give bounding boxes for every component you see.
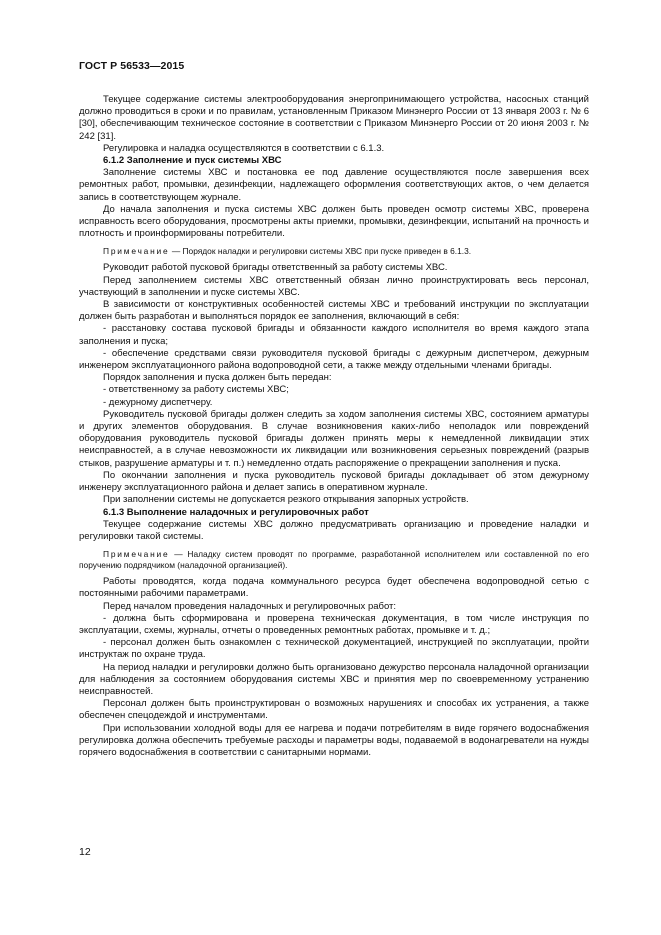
list-item: - расстановку состава пусковой бригады и обязанности каждого исполнителя во время каждого этапа заполнения и пуска; xyxy=(79,323,589,347)
list-item: - ответственному за работу системы ХВС; xyxy=(103,384,289,396)
note-dash: — xyxy=(174,549,183,560)
section-heading: 6.1.3 Выполнение наладочных и регулировочных работ xyxy=(103,506,369,518)
paragraph: При использовании холодной воды для ее нагрева и подачи потребителям в виде горячего водоснабжения регулировка должна обеспечить требуемые расходы и параметры воды, подаваемой в водонагреватели на нужды горячего водоснабжения в соответствии с санитарными нормами. xyxy=(79,722,589,758)
note-text: Порядок наладки и регулировки системы ХВС при пуске приведен в 6.1.3. xyxy=(182,246,472,257)
paragraph: При заполнении системы не допускается резкого открывания запорных устройств. xyxy=(103,494,469,506)
note-label: Примечание xyxy=(103,246,170,257)
paragraph: В зависимости от конструктивных особенностей системы ХВС и требований инструкции по эксплуатации должен быть разработан и выполняться порядок ее заполнения, включающий в себя: xyxy=(79,299,589,323)
page-number: 12 xyxy=(79,846,91,858)
paragraph: Текущее содержание системы ХВС должно предусматривать организацию и проведение наладки и регулировки такой системы. xyxy=(79,518,589,542)
paragraph: Руководитель пусковой бригады должен следить за ходом заполнения системы ХВС, состоянием арматуры и других элементов оборудования. В случае возникновения каких-либо неполадок или повреждений оборудования руководитель пусковой бригады должен принять меры к немедленной ликвидации этих неисправностей, а в случае невозможности их ликвидации или возникновения серьезных повреждений (разрыв стыков, разрушение арматуры и т. п.) немедленно отдать распоряжение о прекращении заполнения и пуска. xyxy=(79,408,589,469)
note xyxy=(79,246,589,257)
paragraph: Перед заполнением системы ХВС ответственный обязан лично проинструктировать весь персонал, участвующий в заполнении и пуске системы ХВС. xyxy=(79,274,589,298)
paragraph: По окончании заполнения и пуска руководитель пусковой бригады докладывает об этом дежурному инженеру эксплуатационного района и делает запись в оперативном журнале. xyxy=(79,469,589,494)
paragraph: До начала заполнения и пуска системы ХВС должен быть проведен осмотр системы ХВС, проверена исправность всего оборудования, просмотрены акты приемки, промывки, дезинфекции, испытаний на прочность и плотность и проинформированы потребители. xyxy=(79,203,589,240)
paragraph: Текущее содержание системы электрооборудования энергопринимающего устройства, насосных станций должно проводиться в сроки и по правилам, установленным Приказом Минэнерго России от 13 января 2003 г. № 6 [30], обеспечивающим техническое состояние в соответствии с Приказом Минэнерго России от 20 июня 2003 г. № 242 [31]. xyxy=(79,94,589,142)
note-dash: — xyxy=(171,246,181,257)
paragraph: Заполнение системы ХВС и постановка ее под давление осуществляются после завершения всех ремонтных работ, промывки, дезинфекции, надлежащего оформления соответствующих актов, о чем делается запись в соответствующем журнале. xyxy=(79,167,589,203)
list-item: - персонал должен быть ознакомлен с технической документацией, инструкцией по эксплуатации, пройти инструктаж по охране труда. xyxy=(79,637,589,661)
document-header: ГОСТ Р 56533—2015 xyxy=(79,60,185,72)
document-body xyxy=(79,94,589,759)
note-label: Примечание xyxy=(103,549,170,560)
paragraph: Регулировка и наладка осуществляются в соответствии с 6.1.3. xyxy=(103,142,385,154)
paragraph: На период наладки и регулировки должно быть организовано дежурство персонала наладочной организации для наблюдения за состоянием оборудования системы ХВС и принятия мер по своевременному устранению неисправностей. xyxy=(79,661,589,697)
list-item: - дежурному диспетчеру. xyxy=(103,396,213,408)
paragraph: Персонал должен быть проинструктирован о возможных нарушениях и способах их устранения, а также обеспечен спецодеждой и инструментами. xyxy=(79,698,589,722)
list-item: - должна быть сформирована и проверена техническая документация, в том числе инструкция по эксплуатации, схемы, журналы, отчеты о проведенных ремонтных работах, промывке и т. д.; xyxy=(79,612,589,636)
note xyxy=(79,549,589,571)
paragraph: Работы проводятся, когда подача коммунального ресурса будет обеспечена водопроводной сетью с постоянными рабочими параметрами. xyxy=(79,576,589,600)
paragraph: Руководит работой пусковой бригады ответственный за работу системы ХВС. xyxy=(103,262,448,274)
paragraph: Перед началом проведения наладочных и регулировочных работ: xyxy=(103,600,397,612)
list-item: - обеспечение средствами связи руководителя пусковой бригады с дежурным диспетчером, дежурным инженером эксплуатационного района водопроводной сети, а также между отдельными членами бригады. xyxy=(79,347,589,372)
paragraph: Порядок заполнения и пуска должен быть передан: xyxy=(103,372,332,384)
note-text: Наладку систем проводят по программе, разработанной исполнителем или составленной по его поручению подрядчиком (наладочной организацией). xyxy=(79,549,589,571)
section-heading: 6.1.2 Заполнение и пуск системы ХВС xyxy=(103,155,282,167)
